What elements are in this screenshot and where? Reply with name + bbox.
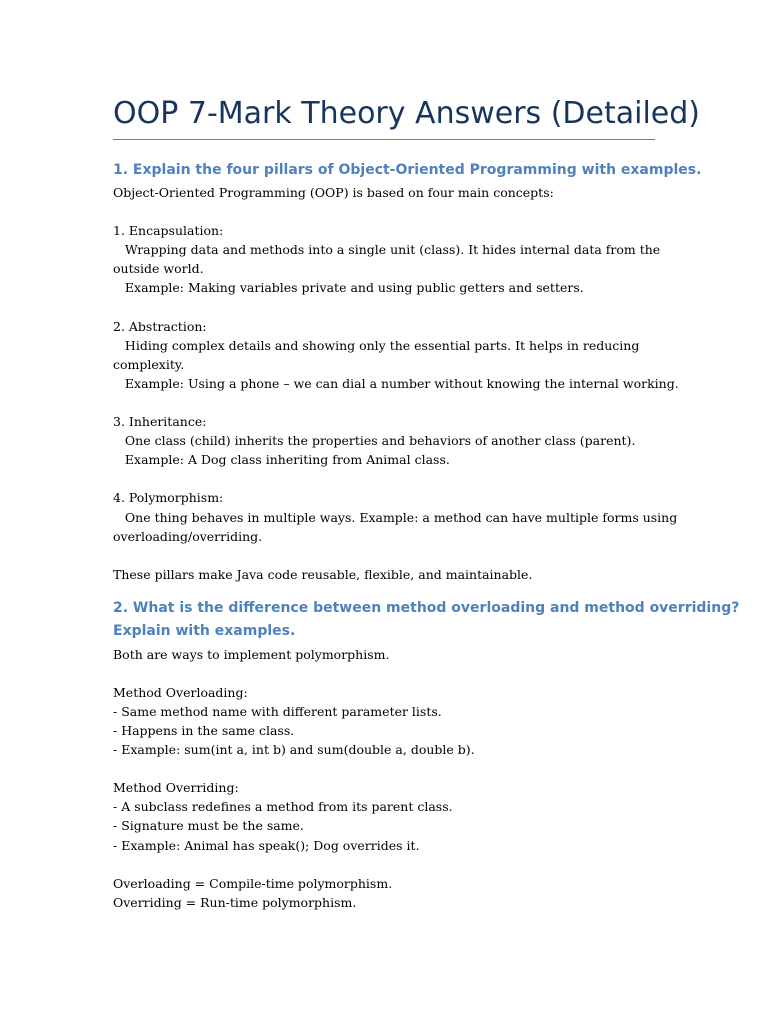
q2-overloading-label: Method Overloading: <box>113 685 248 700</box>
q2-overriding-point-2: - Signature must be the same. <box>113 818 304 833</box>
question-1-heading: 1. Explain the four pillars of Object-Oriented Programming with examples. <box>113 162 702 178</box>
q1-encapsulation-desc: Wrapping data and methods into a single unit (class). It hides internal data from the <box>113 242 661 257</box>
q2-overriding-label: Method Overriding: <box>113 780 239 795</box>
q1-polymorphism-desc: One thing behaves in multiple ways. Example: a method can have multiple forms using <box>113 510 678 525</box>
q2-overriding-point-1: - A subclass redefines a method from its parent class. <box>113 799 453 814</box>
q2-overloading-point-2: - Happens in the same class. <box>113 723 295 738</box>
q2-summary-overriding: Overriding = Run-time polymorphism. <box>113 895 357 910</box>
q1-intro-line: Object-Oriented Programming (OOP) is based on four main concepts: <box>113 185 554 200</box>
question-2-heading-cont: Explain with examples. <box>113 623 296 639</box>
q2-overloading-example: - Example: sum(int a, int b) and sum(double a, double b). <box>113 742 475 757</box>
q1-abstraction-example: Example: Using a phone – we can dial a number without knowing the internal working. <box>113 376 679 391</box>
q1-inheritance-example: Example: A Dog class inheriting from Animal class. <box>113 452 450 467</box>
title-underline <box>113 139 655 140</box>
q1-polymorphism-label: 4. Polymorphism: <box>113 490 224 505</box>
q2-intro-line: Both are ways to implement polymorphism. <box>113 647 390 662</box>
q2-overloading-point-1: - Same method name with different parameter lists. <box>113 704 442 719</box>
q1-encapsulation-label: 1. Encapsulation: <box>113 223 224 238</box>
question-2-heading: 2. What is the difference between method overloading and method overriding? <box>113 600 740 616</box>
q2-summary-overloading: Overloading = Compile-time polymorphism. <box>113 876 393 891</box>
q1-inheritance-label: 3. Inheritance: <box>113 414 207 429</box>
q1-abstraction-label: 2. Abstraction: <box>113 319 207 334</box>
document-title: OOP 7-Mark Theory Answers (Detailed) <box>113 96 700 131</box>
q1-polymorphism-desc-cont: overloading/overriding. <box>113 529 263 544</box>
q1-conclusion: These pillars make Java code reusable, flexible, and maintainable. <box>113 567 533 582</box>
q1-abstraction-desc-cont: complexity. <box>113 357 185 372</box>
q1-abstraction-desc: Hiding complex details and showing only the essential parts. It helps in reducing <box>113 338 640 353</box>
q2-overriding-example: - Example: Animal has speak(); Dog overrides it. <box>113 838 420 853</box>
q1-encapsulation-example: Example: Making variables private and using public getters and setters. <box>113 280 584 295</box>
q1-encapsulation-desc-cont: outside world. <box>113 261 204 276</box>
q1-inheritance-desc: One class (child) inherits the properties and behaviors of another class (parent). <box>113 433 636 448</box>
